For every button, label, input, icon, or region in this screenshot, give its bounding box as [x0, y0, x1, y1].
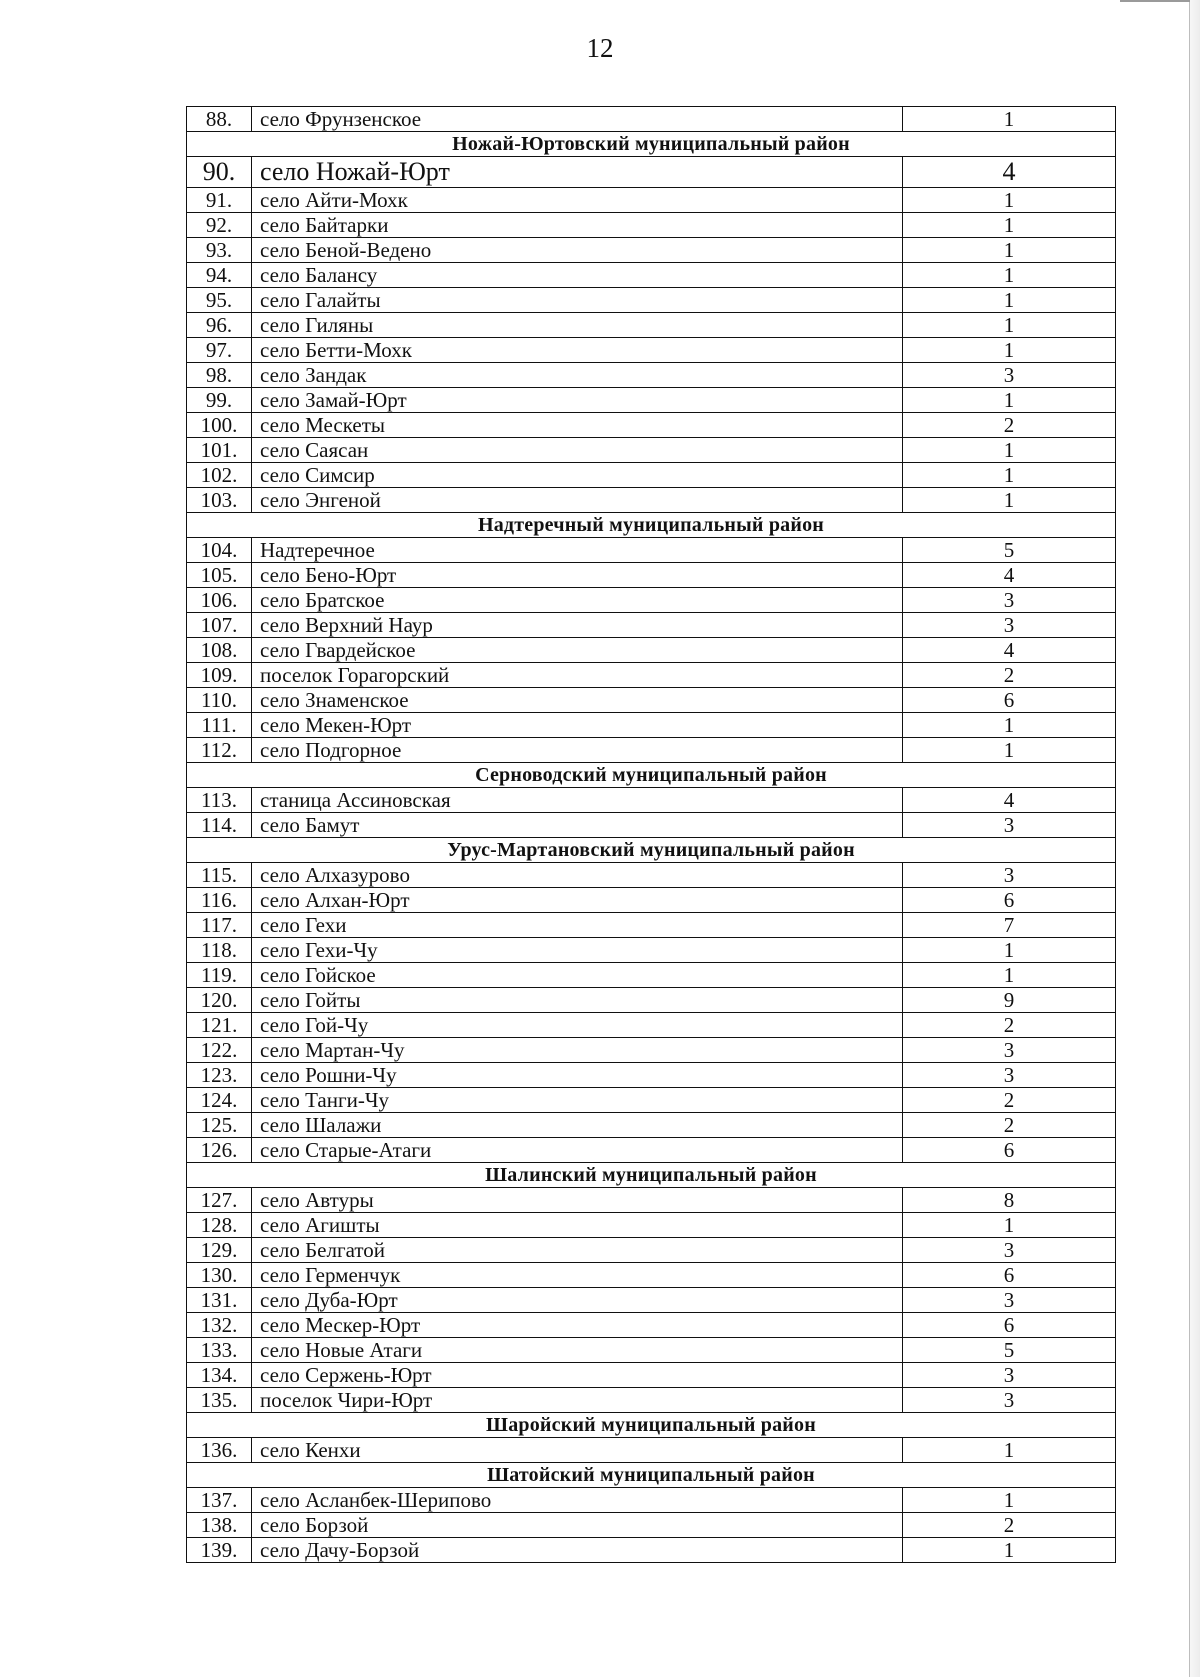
settlement-count: 2: [903, 663, 1116, 688]
table-row: [187, 1488, 1116, 1513]
row-number: 111.: [187, 713, 252, 738]
scan-edge: [1189, 0, 1200, 1677]
row-number: 98.: [187, 363, 252, 388]
settlement-count: 3: [903, 863, 1116, 888]
settlement-count: 5: [903, 1338, 1116, 1363]
scan-edge-mark: [1120, 0, 1190, 2]
table-row: [187, 1513, 1116, 1538]
settlement-count: 3: [903, 1288, 1116, 1313]
table-row: [187, 238, 1116, 263]
settlement-name: село Белгатой: [252, 1238, 903, 1263]
settlement-name: село Ножай-Юрт: [252, 157, 903, 188]
row-number: 139.: [187, 1538, 252, 1563]
district-title: Надтеречный муниципальный район: [187, 513, 1116, 538]
row-number: 110.: [187, 688, 252, 713]
settlement-count: 1: [903, 338, 1116, 363]
settlement-name: село Мескер-Юрт: [252, 1313, 903, 1338]
table-row: [187, 188, 1116, 213]
row-number: 120.: [187, 988, 252, 1013]
row-number: 92.: [187, 213, 252, 238]
settlement-name: Надтеречное: [252, 538, 903, 563]
settlement-name: станица Ассиновская: [252, 788, 903, 813]
table-row: [187, 438, 1116, 463]
row-number: 137.: [187, 1488, 252, 1513]
row-number: 130.: [187, 1263, 252, 1288]
settlement-count: 2: [903, 413, 1116, 438]
row-number: 104.: [187, 538, 252, 563]
settlement-count: 1: [903, 713, 1116, 738]
table-row: [187, 963, 1116, 988]
settlement-name: село Мекен-Юрт: [252, 713, 903, 738]
settlement-name: село Гойское: [252, 963, 903, 988]
settlement-count: 1: [903, 107, 1116, 132]
row-number: 115.: [187, 863, 252, 888]
table-row: [187, 413, 1116, 438]
settlement-count: 3: [903, 1363, 1116, 1388]
settlement-count: 1: [903, 213, 1116, 238]
settlement-count: 3: [903, 613, 1116, 638]
settlement-count: 2: [903, 1013, 1116, 1038]
table-row: [187, 938, 1116, 963]
settlement-name: село Подгорное: [252, 738, 903, 763]
table-row: [187, 538, 1116, 563]
table-row: [187, 863, 1116, 888]
settlement-name: село Гвардейское: [252, 638, 903, 663]
settlement-count: 6: [903, 1138, 1116, 1163]
row-number: 95.: [187, 288, 252, 313]
settlement-name: село Автуры: [252, 1188, 903, 1213]
settlement-name: село Братское: [252, 588, 903, 613]
settlement-count: 1: [903, 313, 1116, 338]
row-number: 103.: [187, 488, 252, 513]
table-row: [187, 1013, 1116, 1038]
table-row: [187, 563, 1116, 588]
row-number: 107.: [187, 613, 252, 638]
settlement-count: 3: [903, 1238, 1116, 1263]
settlement-count: 6: [903, 688, 1116, 713]
row-number: 124.: [187, 1088, 252, 1113]
table-row: [187, 1338, 1116, 1363]
table-row: [187, 1063, 1116, 1088]
table-row: [187, 213, 1116, 238]
settlement-name: село Борзой: [252, 1513, 903, 1538]
settlement-name: село Верхний Наур: [252, 613, 903, 638]
settlement-name: село Саясан: [252, 438, 903, 463]
table-row: [187, 1213, 1116, 1238]
row-number: 91.: [187, 188, 252, 213]
table-row: [187, 638, 1116, 663]
settlement-count: 1: [903, 388, 1116, 413]
table-row: [187, 738, 1116, 763]
settlement-count: 1: [903, 738, 1116, 763]
row-number: 118.: [187, 938, 252, 963]
row-number: 108.: [187, 638, 252, 663]
row-number: 135.: [187, 1388, 252, 1413]
row-number: 125.: [187, 1113, 252, 1138]
row-number: 128.: [187, 1213, 252, 1238]
district-title: Шаройский муниципальный район: [187, 1413, 1116, 1438]
settlement-name: село Гиляны: [252, 313, 903, 338]
settlement-count: 2: [903, 1513, 1116, 1538]
settlement-count: 8: [903, 1188, 1116, 1213]
row-number: 105.: [187, 563, 252, 588]
settlements-table: [186, 106, 1116, 1563]
settlement-count: 1: [903, 963, 1116, 988]
row-number: 121.: [187, 1013, 252, 1038]
table-body: [187, 107, 1116, 1563]
row-number: 138.: [187, 1513, 252, 1538]
row-number: 114.: [187, 813, 252, 838]
row-number: 117.: [187, 913, 252, 938]
district-header-row: [187, 513, 1116, 538]
settlement-name: поселок Горагорский: [252, 663, 903, 688]
table-row: [187, 788, 1116, 813]
table-row: [187, 663, 1116, 688]
settlement-name: село Гехи: [252, 913, 903, 938]
settlement-name: село Гехи-Чу: [252, 938, 903, 963]
row-number: 102.: [187, 463, 252, 488]
settlement-name: село Мартан-Чу: [252, 1038, 903, 1063]
table-row: [187, 888, 1116, 913]
table-row: [187, 713, 1116, 738]
settlement-name: село Замай-Юрт: [252, 388, 903, 413]
settlement-count: 9: [903, 988, 1116, 1013]
table-row: [187, 1263, 1116, 1288]
settlement-count: 3: [903, 588, 1116, 613]
row-number: 109.: [187, 663, 252, 688]
district-title: Урус-Мартановский муниципальный район: [187, 838, 1116, 863]
row-number: 119.: [187, 963, 252, 988]
table-row: [187, 363, 1116, 388]
table-row: [187, 1538, 1116, 1563]
settlement-name: село Алхазурово: [252, 863, 903, 888]
settlement-name: село Бетти-Мохк: [252, 338, 903, 363]
settlement-count: 7: [903, 913, 1116, 938]
settlement-name: село Энгеной: [252, 488, 903, 513]
row-number: 88.: [187, 107, 252, 132]
settlement-count: 4: [903, 638, 1116, 663]
row-number: 129.: [187, 1238, 252, 1263]
settlement-count: 1: [903, 288, 1116, 313]
settlement-name: село Знаменское: [252, 688, 903, 713]
row-number: 96.: [187, 313, 252, 338]
table-row: [187, 1238, 1116, 1263]
table-row: [187, 288, 1116, 313]
table-row: [187, 988, 1116, 1013]
settlement-name: село Беной-Ведено: [252, 238, 903, 263]
row-number: 106.: [187, 588, 252, 613]
district-header-row: [187, 1163, 1116, 1188]
settlement-count: 1: [903, 263, 1116, 288]
settlement-count: 1: [903, 1213, 1116, 1238]
settlement-count: 1: [903, 438, 1116, 463]
settlement-name: село Байтарки: [252, 213, 903, 238]
table-row: [187, 613, 1116, 638]
settlement-count: 4: [903, 157, 1116, 188]
settlement-name: село Гой-Чу: [252, 1013, 903, 1038]
settlement-count: 1: [903, 238, 1116, 263]
row-number: 99.: [187, 388, 252, 413]
settlement-count: 6: [903, 888, 1116, 913]
settlement-name: село Бено-Юрт: [252, 563, 903, 588]
row-number: 100.: [187, 413, 252, 438]
district-header-row: [187, 1463, 1116, 1488]
page-number: 12: [586, 33, 614, 63]
settlement-name: село Зандак: [252, 363, 903, 388]
settlement-count: 1: [903, 188, 1116, 213]
row-number: 113.: [187, 788, 252, 813]
district-header-row: [187, 1413, 1116, 1438]
row-number: 94.: [187, 263, 252, 288]
table-row: [187, 1113, 1116, 1138]
settlements-table-grid: [186, 106, 1116, 1563]
row-number: 123.: [187, 1063, 252, 1088]
district-title: Ножай-Юртовский муниципальный район: [187, 132, 1116, 157]
settlement-count: 3: [903, 363, 1116, 388]
row-number: 116.: [187, 888, 252, 913]
settlement-name: село Старые-Атаги: [252, 1138, 903, 1163]
table-row: [187, 913, 1116, 938]
row-number: 93.: [187, 238, 252, 263]
district-header-row: [187, 763, 1116, 788]
settlement-name: село Бамут: [252, 813, 903, 838]
settlement-count: 3: [903, 1038, 1116, 1063]
settlement-name: село Айти-Мохк: [252, 188, 903, 213]
table-row: [187, 1038, 1116, 1063]
district-title: Шалинский муниципальный район: [187, 1163, 1116, 1188]
table-row: [187, 1088, 1116, 1113]
table-row: [187, 1138, 1116, 1163]
row-number: 127.: [187, 1188, 252, 1213]
table-row: [187, 1188, 1116, 1213]
settlement-count: 6: [903, 1263, 1116, 1288]
settlement-name: село Дуба-Юрт: [252, 1288, 903, 1313]
table-row: [187, 338, 1116, 363]
district-header-row: [187, 132, 1116, 157]
settlement-name: село Кенхи: [252, 1438, 903, 1463]
row-number: 101.: [187, 438, 252, 463]
row-number: 136.: [187, 1438, 252, 1463]
table-row: [187, 488, 1116, 513]
row-number: 122.: [187, 1038, 252, 1063]
settlement-count: 2: [903, 1113, 1116, 1138]
table-row: [187, 463, 1116, 488]
settlement-name: село Асланбек-Шерипово: [252, 1488, 903, 1513]
settlement-count: 3: [903, 1063, 1116, 1088]
settlement-name: село Галайты: [252, 288, 903, 313]
row-number: 132.: [187, 1313, 252, 1338]
table-row: [187, 157, 1116, 188]
settlement-count: 1: [903, 488, 1116, 513]
table-row: [187, 1388, 1116, 1413]
table-row: [187, 588, 1116, 613]
table-row: [187, 1363, 1116, 1388]
settlement-count: 5: [903, 538, 1116, 563]
district-title: Серноводский муниципальный район: [187, 763, 1116, 788]
settlement-name: село Алхан-Юрт: [252, 888, 903, 913]
row-number: 97.: [187, 338, 252, 363]
settlement-count: 1: [903, 1438, 1116, 1463]
settlement-name: село Мескеты: [252, 413, 903, 438]
settlement-count: 1: [903, 1488, 1116, 1513]
table-row: [187, 1438, 1116, 1463]
table-row: [187, 688, 1116, 713]
table-row: [187, 813, 1116, 838]
settlement-count: 1: [903, 463, 1116, 488]
table-row: [187, 107, 1116, 132]
settlement-count: 4: [903, 563, 1116, 588]
table-row: [187, 263, 1116, 288]
settlement-name: село Агишты: [252, 1213, 903, 1238]
settlement-name: село Герменчук: [252, 1263, 903, 1288]
settlement-count: 3: [903, 813, 1116, 838]
settlement-name: село Сержень-Юрт: [252, 1363, 903, 1388]
settlement-name: село Новые Атаги: [252, 1338, 903, 1363]
row-number: 126.: [187, 1138, 252, 1163]
settlement-count: 2: [903, 1088, 1116, 1113]
table-row: [187, 313, 1116, 338]
settlement-count: 3: [903, 1388, 1116, 1413]
table-row: [187, 1313, 1116, 1338]
settlement-name: село Балансу: [252, 263, 903, 288]
settlement-count: 1: [903, 938, 1116, 963]
settlement-count: 1: [903, 1538, 1116, 1563]
settlement-name: село Фрунзенское: [252, 107, 903, 132]
district-title: Шатойский муниципальный район: [187, 1463, 1116, 1488]
table-row: [187, 1288, 1116, 1313]
table-row: [187, 388, 1116, 413]
row-number: 131.: [187, 1288, 252, 1313]
settlement-name: поселок Чири-Юрт: [252, 1388, 903, 1413]
settlement-name: село Дачу-Борзой: [252, 1538, 903, 1563]
settlement-name: село Шалажи: [252, 1113, 903, 1138]
settlement-name: село Гойты: [252, 988, 903, 1013]
settlement-count: 4: [903, 788, 1116, 813]
row-number: 133.: [187, 1338, 252, 1363]
settlement-name: село Танги-Чу: [252, 1088, 903, 1113]
settlement-name: село Рошни-Чу: [252, 1063, 903, 1088]
row-number: 90.: [187, 157, 252, 188]
row-number: 134.: [187, 1363, 252, 1388]
settlement-count: 6: [903, 1313, 1116, 1338]
row-number: 112.: [187, 738, 252, 763]
district-header-row: [187, 838, 1116, 863]
settlement-name: село Симсир: [252, 463, 903, 488]
